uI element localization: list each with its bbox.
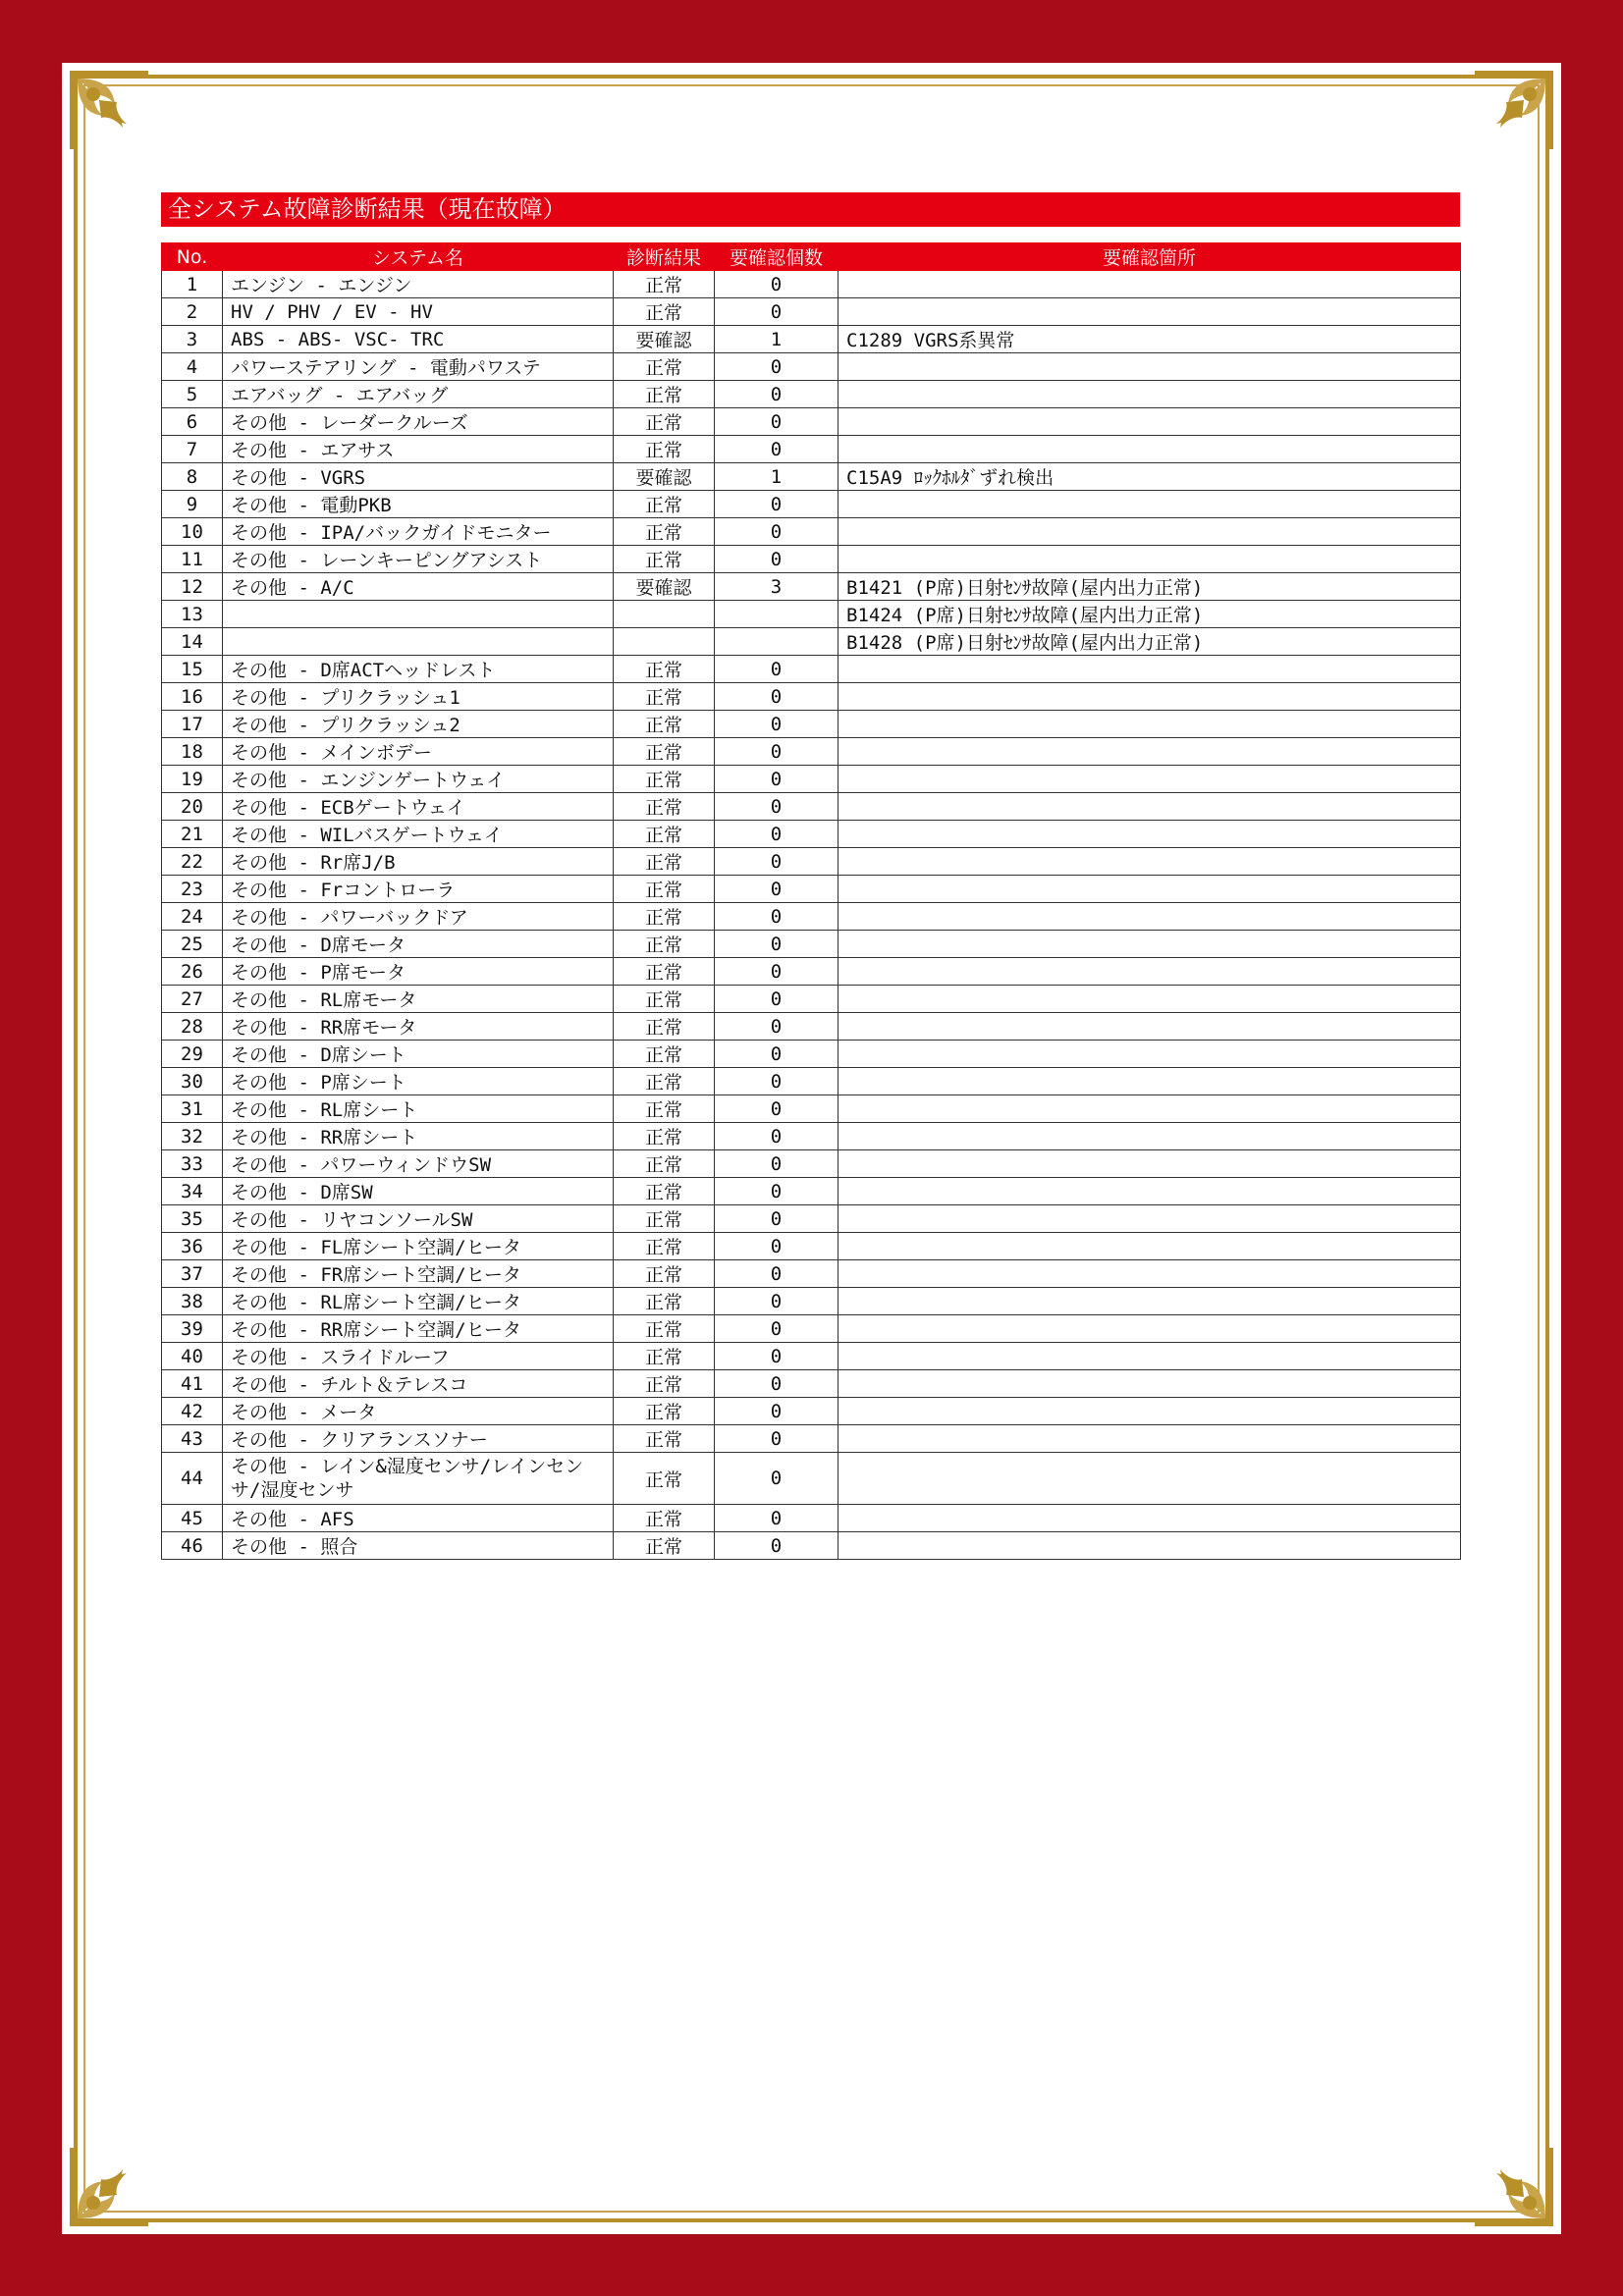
- count-cell: [715, 628, 839, 656]
- result-cell: 要確認: [614, 326, 715, 353]
- system-name-cell: その他 - VGRS: [223, 463, 614, 491]
- table-row: [162, 408, 1461, 436]
- location-cell: [839, 876, 1461, 903]
- system-name-cell: エアバッグ - エアバッグ: [223, 381, 614, 408]
- location-cell: [839, 1013, 1461, 1041]
- location-cell: [839, 711, 1461, 738]
- result-cell: 要確認: [614, 463, 715, 491]
- location-cell: [839, 271, 1461, 298]
- system-name-cell: その他 - RR席モータ: [223, 1013, 614, 1041]
- location-cell: [839, 436, 1461, 463]
- header-system-name: システム名: [223, 243, 614, 271]
- system-name-cell: その他 - RR席シート: [223, 1123, 614, 1150]
- table-row: [162, 683, 1461, 711]
- location-cell: [839, 1398, 1461, 1425]
- row-number: 10: [162, 518, 223, 546]
- system-name-cell: その他 - パワーバックドア: [223, 903, 614, 931]
- count-cell: 0: [715, 1013, 839, 1041]
- row-number: 44: [162, 1453, 223, 1505]
- corner-ornament-icon: [1469, 2142, 1559, 2232]
- count-cell: 0: [715, 1425, 839, 1453]
- system-name-cell: ABS - ABS- VSC- TRC: [223, 326, 614, 353]
- result-cell: 正常: [614, 298, 715, 326]
- system-name-cell: その他 - 電動PKB: [223, 491, 614, 518]
- table-row: [162, 738, 1461, 766]
- table-body: [162, 271, 1461, 1560]
- table-row: [162, 628, 1461, 656]
- system-name-cell: その他 - D席SW: [223, 1178, 614, 1205]
- count-cell: 0: [715, 1123, 839, 1150]
- table-row: [162, 1425, 1461, 1453]
- row-number: 36: [162, 1233, 223, 1260]
- result-cell: 正常: [614, 271, 715, 298]
- table-row: [162, 436, 1461, 463]
- result-cell: 正常: [614, 793, 715, 821]
- location-cell: [839, 1041, 1461, 1068]
- location-cell: [839, 1260, 1461, 1288]
- row-number: 13: [162, 601, 223, 628]
- system-name-cell: その他 - Rr席J/B: [223, 848, 614, 876]
- system-name-cell: その他 - A/C: [223, 573, 614, 601]
- row-number: 2: [162, 298, 223, 326]
- row-number: 22: [162, 848, 223, 876]
- system-name-cell: その他 - D席シート: [223, 1041, 614, 1068]
- count-cell: 1: [715, 463, 839, 491]
- count-cell: [715, 601, 839, 628]
- result-cell: 正常: [614, 821, 715, 848]
- table-row: [162, 381, 1461, 408]
- system-name-cell: その他 - RL席シート: [223, 1095, 614, 1123]
- location-cell: [839, 656, 1461, 683]
- count-cell: 0: [715, 683, 839, 711]
- row-number: 37: [162, 1260, 223, 1288]
- result-cell: 正常: [614, 436, 715, 463]
- count-cell: 0: [715, 1505, 839, 1532]
- location-cell: [839, 1453, 1461, 1505]
- result-cell: 正常: [614, 1370, 715, 1398]
- system-name-cell: その他 - メータ: [223, 1398, 614, 1425]
- corner-ornament-icon: [64, 2142, 154, 2232]
- result-cell: 正常: [614, 1398, 715, 1425]
- system-name-cell: その他 - D席モータ: [223, 931, 614, 958]
- table-row: [162, 1041, 1461, 1068]
- location-cell: C1289 VGRS系異常: [839, 326, 1461, 353]
- result-cell: 正常: [614, 1123, 715, 1150]
- system-name-cell: その他 - WILバスゲートウェイ: [223, 821, 614, 848]
- location-cell: [839, 1315, 1461, 1343]
- count-cell: 0: [715, 1150, 839, 1178]
- count-cell: 0: [715, 1205, 839, 1233]
- count-cell: 0: [715, 876, 839, 903]
- table-row: [162, 1260, 1461, 1288]
- count-cell: 0: [715, 766, 839, 793]
- row-number: 46: [162, 1532, 223, 1560]
- location-cell: [839, 1370, 1461, 1398]
- row-number: 33: [162, 1150, 223, 1178]
- table-row: [162, 1233, 1461, 1260]
- location-cell: [839, 298, 1461, 326]
- system-name-cell: その他 - レーンキーピングアシスト: [223, 546, 614, 573]
- result-cell: 正常: [614, 1288, 715, 1315]
- system-name-cell: HV / PHV / EV - HV: [223, 298, 614, 326]
- result-cell: 正常: [614, 1041, 715, 1068]
- row-number: 16: [162, 683, 223, 711]
- count-cell: 0: [715, 821, 839, 848]
- header-location: 要確認箇所: [839, 243, 1461, 271]
- table-row: [162, 1288, 1461, 1315]
- table-row: [162, 326, 1461, 353]
- location-cell: [839, 903, 1461, 931]
- row-number: 38: [162, 1288, 223, 1315]
- table-row: [162, 793, 1461, 821]
- system-name-cell: その他 - P席シート: [223, 1068, 614, 1095]
- count-cell: 0: [715, 848, 839, 876]
- row-number: 6: [162, 408, 223, 436]
- location-cell: [839, 1123, 1461, 1150]
- row-number: 19: [162, 766, 223, 793]
- table-row: [162, 1095, 1461, 1123]
- system-name-cell: その他 - Frコントローラ: [223, 876, 614, 903]
- location-cell: [839, 353, 1461, 381]
- count-cell: 0: [715, 1095, 839, 1123]
- row-number: 45: [162, 1505, 223, 1532]
- result-cell: 正常: [614, 1205, 715, 1233]
- location-cell: [839, 408, 1461, 436]
- table-row: [162, 573, 1461, 601]
- location-cell: B1424 (P席)日射ｾﾝｻ故障(屋内出力正常): [839, 601, 1461, 628]
- location-cell: [839, 793, 1461, 821]
- count-cell: 0: [715, 656, 839, 683]
- result-cell: 正常: [614, 546, 715, 573]
- system-name-cell: その他 - クリアランスソナー: [223, 1425, 614, 1453]
- location-cell: [839, 1233, 1461, 1260]
- row-number: 35: [162, 1205, 223, 1233]
- count-cell: 0: [715, 738, 839, 766]
- system-name-cell: その他 - スライドルーフ: [223, 1343, 614, 1370]
- system-name-cell: その他 - AFS: [223, 1505, 614, 1532]
- table-row: [162, 546, 1461, 573]
- location-cell: [839, 1288, 1461, 1315]
- result-cell: 正常: [614, 738, 715, 766]
- count-cell: 0: [715, 1260, 839, 1288]
- count-cell: 0: [715, 1315, 839, 1343]
- table-row: [162, 1150, 1461, 1178]
- table-row: [162, 1370, 1461, 1398]
- system-name-cell: その他 - ECBゲートウェイ: [223, 793, 614, 821]
- result-cell: 正常: [614, 903, 715, 931]
- table-row: [162, 353, 1461, 381]
- result-cell: 正常: [614, 1453, 715, 1505]
- count-cell: 0: [715, 491, 839, 518]
- location-cell: [839, 1205, 1461, 1233]
- system-name-cell: その他 - 照合: [223, 1532, 614, 1560]
- table-row: [162, 1505, 1461, 1532]
- table-row: [162, 1315, 1461, 1343]
- result-cell: 正常: [614, 1178, 715, 1205]
- count-cell: 0: [715, 1068, 839, 1095]
- table-row: [162, 931, 1461, 958]
- result-cell: 正常: [614, 408, 715, 436]
- table-row: [162, 271, 1461, 298]
- count-cell: 3: [715, 573, 839, 601]
- row-number: 3: [162, 326, 223, 353]
- location-cell: B1428 (P席)日射ｾﾝｻ故障(屋内出力正常): [839, 628, 1461, 656]
- table-row: [162, 1343, 1461, 1370]
- row-number: 25: [162, 931, 223, 958]
- count-cell: 0: [715, 1398, 839, 1425]
- table-row: [162, 876, 1461, 903]
- table-row: [162, 1068, 1461, 1095]
- location-cell: [839, 738, 1461, 766]
- row-number: 41: [162, 1370, 223, 1398]
- table-row: [162, 1532, 1461, 1560]
- result-cell: [614, 601, 715, 628]
- table-row: [162, 986, 1461, 1013]
- count-cell: 0: [715, 1233, 839, 1260]
- count-cell: 0: [715, 986, 839, 1013]
- count-cell: 0: [715, 1041, 839, 1068]
- table-row: [162, 1178, 1461, 1205]
- result-cell: 正常: [614, 766, 715, 793]
- count-cell: 0: [715, 436, 839, 463]
- row-number: 23: [162, 876, 223, 903]
- system-name-cell: その他 - リヤコンソールSW: [223, 1205, 614, 1233]
- location-cell: [839, 1178, 1461, 1205]
- result-cell: 正常: [614, 958, 715, 986]
- system-name-cell: その他 - プリクラッシュ1: [223, 683, 614, 711]
- location-cell: [839, 1068, 1461, 1095]
- result-cell: 正常: [614, 1150, 715, 1178]
- result-cell: 正常: [614, 1532, 715, 1560]
- table-row: [162, 903, 1461, 931]
- location-cell: [839, 766, 1461, 793]
- count-cell: 1: [715, 326, 839, 353]
- system-name-cell: その他 - D席ACTヘッドレスト: [223, 656, 614, 683]
- location-cell: [839, 683, 1461, 711]
- diagnosis-table: [161, 242, 1461, 1560]
- location-cell: [839, 518, 1461, 546]
- location-cell: [839, 1505, 1461, 1532]
- system-name-cell: その他 - エアサス: [223, 436, 614, 463]
- table-row: [162, 711, 1461, 738]
- result-cell: 正常: [614, 848, 715, 876]
- result-cell: 正常: [614, 656, 715, 683]
- count-cell: 0: [715, 793, 839, 821]
- result-cell: 正常: [614, 986, 715, 1013]
- table-row: [162, 1205, 1461, 1233]
- row-number: 21: [162, 821, 223, 848]
- header-no: No.: [162, 243, 223, 271]
- row-number: 14: [162, 628, 223, 656]
- report-title: 全システム故障診断結果（現在故障）: [161, 192, 1460, 227]
- location-cell: [839, 381, 1461, 408]
- row-number: 12: [162, 573, 223, 601]
- result-cell: 正常: [614, 1233, 715, 1260]
- result-cell: 正常: [614, 518, 715, 546]
- row-number: 43: [162, 1425, 223, 1453]
- system-name-cell: その他 - プリクラッシュ2: [223, 711, 614, 738]
- row-number: 42: [162, 1398, 223, 1425]
- table-row: [162, 1398, 1461, 1425]
- row-number: 31: [162, 1095, 223, 1123]
- row-number: 15: [162, 656, 223, 683]
- row-number: 28: [162, 1013, 223, 1041]
- result-cell: [614, 628, 715, 656]
- table-row: [162, 491, 1461, 518]
- count-cell: 0: [715, 1288, 839, 1315]
- table-row: [162, 1453, 1461, 1505]
- row-number: 34: [162, 1178, 223, 1205]
- row-number: 4: [162, 353, 223, 381]
- location-cell: [839, 1532, 1461, 1560]
- count-cell: 0: [715, 1532, 839, 1560]
- corner-ornament-icon: [1469, 65, 1559, 155]
- count-cell: 0: [715, 903, 839, 931]
- table-row: [162, 1013, 1461, 1041]
- row-number: 39: [162, 1315, 223, 1343]
- result-cell: 正常: [614, 491, 715, 518]
- table-row: [162, 958, 1461, 986]
- system-name-cell: その他 - パワーウィンドウSW: [223, 1150, 614, 1178]
- row-number: 8: [162, 463, 223, 491]
- row-number: 32: [162, 1123, 223, 1150]
- location-cell: [839, 958, 1461, 986]
- table-row: [162, 298, 1461, 326]
- header-result: 診断結果: [614, 243, 715, 271]
- system-name-cell: その他 - チルト＆テレスコ: [223, 1370, 614, 1398]
- row-number: 5: [162, 381, 223, 408]
- result-cell: 正常: [614, 876, 715, 903]
- count-cell: 0: [715, 408, 839, 436]
- table-row: [162, 1123, 1461, 1150]
- system-name-cell: その他 - FR席シート空調/ヒータ: [223, 1260, 614, 1288]
- table-row: [162, 601, 1461, 628]
- system-name-cell: その他 - P席モータ: [223, 958, 614, 986]
- result-cell: 正常: [614, 353, 715, 381]
- row-number: 11: [162, 546, 223, 573]
- result-cell: 正常: [614, 711, 715, 738]
- count-cell: 0: [715, 1343, 839, 1370]
- row-number: 29: [162, 1041, 223, 1068]
- location-cell: C15A9 ﾛｯｸﾎﾙﾀﾞずれ検出: [839, 463, 1461, 491]
- location-cell: [839, 986, 1461, 1013]
- row-number: 7: [162, 436, 223, 463]
- system-name-cell: エンジン - エンジン: [223, 271, 614, 298]
- count-cell: 0: [715, 1453, 839, 1505]
- count-cell: 0: [715, 1178, 839, 1205]
- result-cell: 正常: [614, 1315, 715, 1343]
- result-cell: 正常: [614, 1095, 715, 1123]
- table-row: [162, 518, 1461, 546]
- system-name-cell: その他 - レーダークルーズ: [223, 408, 614, 436]
- location-cell: [839, 1425, 1461, 1453]
- system-name-cell: その他 - RL席モータ: [223, 986, 614, 1013]
- row-number: 27: [162, 986, 223, 1013]
- count-cell: 0: [715, 931, 839, 958]
- result-cell: 正常: [614, 931, 715, 958]
- result-cell: 正常: [614, 381, 715, 408]
- table-header-row: [162, 243, 1461, 271]
- result-cell: 正常: [614, 1505, 715, 1532]
- table-row: [162, 821, 1461, 848]
- result-cell: 正常: [614, 1425, 715, 1453]
- result-cell: 正常: [614, 1068, 715, 1095]
- count-cell: 0: [715, 271, 839, 298]
- corner-ornament-icon: [64, 65, 154, 155]
- result-cell: 要確認: [614, 573, 715, 601]
- count-cell: 0: [715, 381, 839, 408]
- location-cell: [839, 848, 1461, 876]
- table-row: [162, 766, 1461, 793]
- table-row: [162, 463, 1461, 491]
- result-cell: 正常: [614, 1260, 715, 1288]
- system-name-cell: [223, 628, 614, 656]
- table-row: [162, 848, 1461, 876]
- location-cell: [839, 1150, 1461, 1178]
- count-cell: 0: [715, 1370, 839, 1398]
- location-cell: [839, 1343, 1461, 1370]
- location-cell: B1421 (P席)日射ｾﾝｻ故障(屋内出力正常): [839, 573, 1461, 601]
- count-cell: 0: [715, 546, 839, 573]
- row-number: 26: [162, 958, 223, 986]
- system-name-cell: その他 - RR席シート空調/ヒータ: [223, 1315, 614, 1343]
- row-number: 1: [162, 271, 223, 298]
- count-cell: 0: [715, 958, 839, 986]
- system-name-cell: [223, 601, 614, 628]
- report-sheet: [62, 63, 1561, 2234]
- result-cell: 正常: [614, 683, 715, 711]
- count-cell: 0: [715, 518, 839, 546]
- system-name-cell: その他 - レイン&湿度センサ/レインセンサ/湿度センサ: [223, 1453, 614, 1505]
- count-cell: 0: [715, 298, 839, 326]
- system-name-cell: パワーステアリング - 電動パワステ: [223, 353, 614, 381]
- count-cell: 0: [715, 711, 839, 738]
- system-name-cell: その他 - RL席シート空調/ヒータ: [223, 1288, 614, 1315]
- row-number: 30: [162, 1068, 223, 1095]
- system-name-cell: その他 - IPA/バックガイドモニター: [223, 518, 614, 546]
- row-number: 9: [162, 491, 223, 518]
- system-name-cell: その他 - FL席シート空調/ヒータ: [223, 1233, 614, 1260]
- result-cell: 正常: [614, 1013, 715, 1041]
- count-cell: 0: [715, 353, 839, 381]
- table-row: [162, 656, 1461, 683]
- row-number: 17: [162, 711, 223, 738]
- system-name-cell: その他 - メインボデー: [223, 738, 614, 766]
- location-cell: [839, 546, 1461, 573]
- system-name-cell: その他 - エンジンゲートウェイ: [223, 766, 614, 793]
- location-cell: [839, 821, 1461, 848]
- row-number: 24: [162, 903, 223, 931]
- row-number: 20: [162, 793, 223, 821]
- location-cell: [839, 931, 1461, 958]
- header-count: 要確認個数: [715, 243, 839, 271]
- result-cell: 正常: [614, 1343, 715, 1370]
- location-cell: [839, 1095, 1461, 1123]
- row-number: 18: [162, 738, 223, 766]
- row-number: 40: [162, 1343, 223, 1370]
- location-cell: [839, 491, 1461, 518]
